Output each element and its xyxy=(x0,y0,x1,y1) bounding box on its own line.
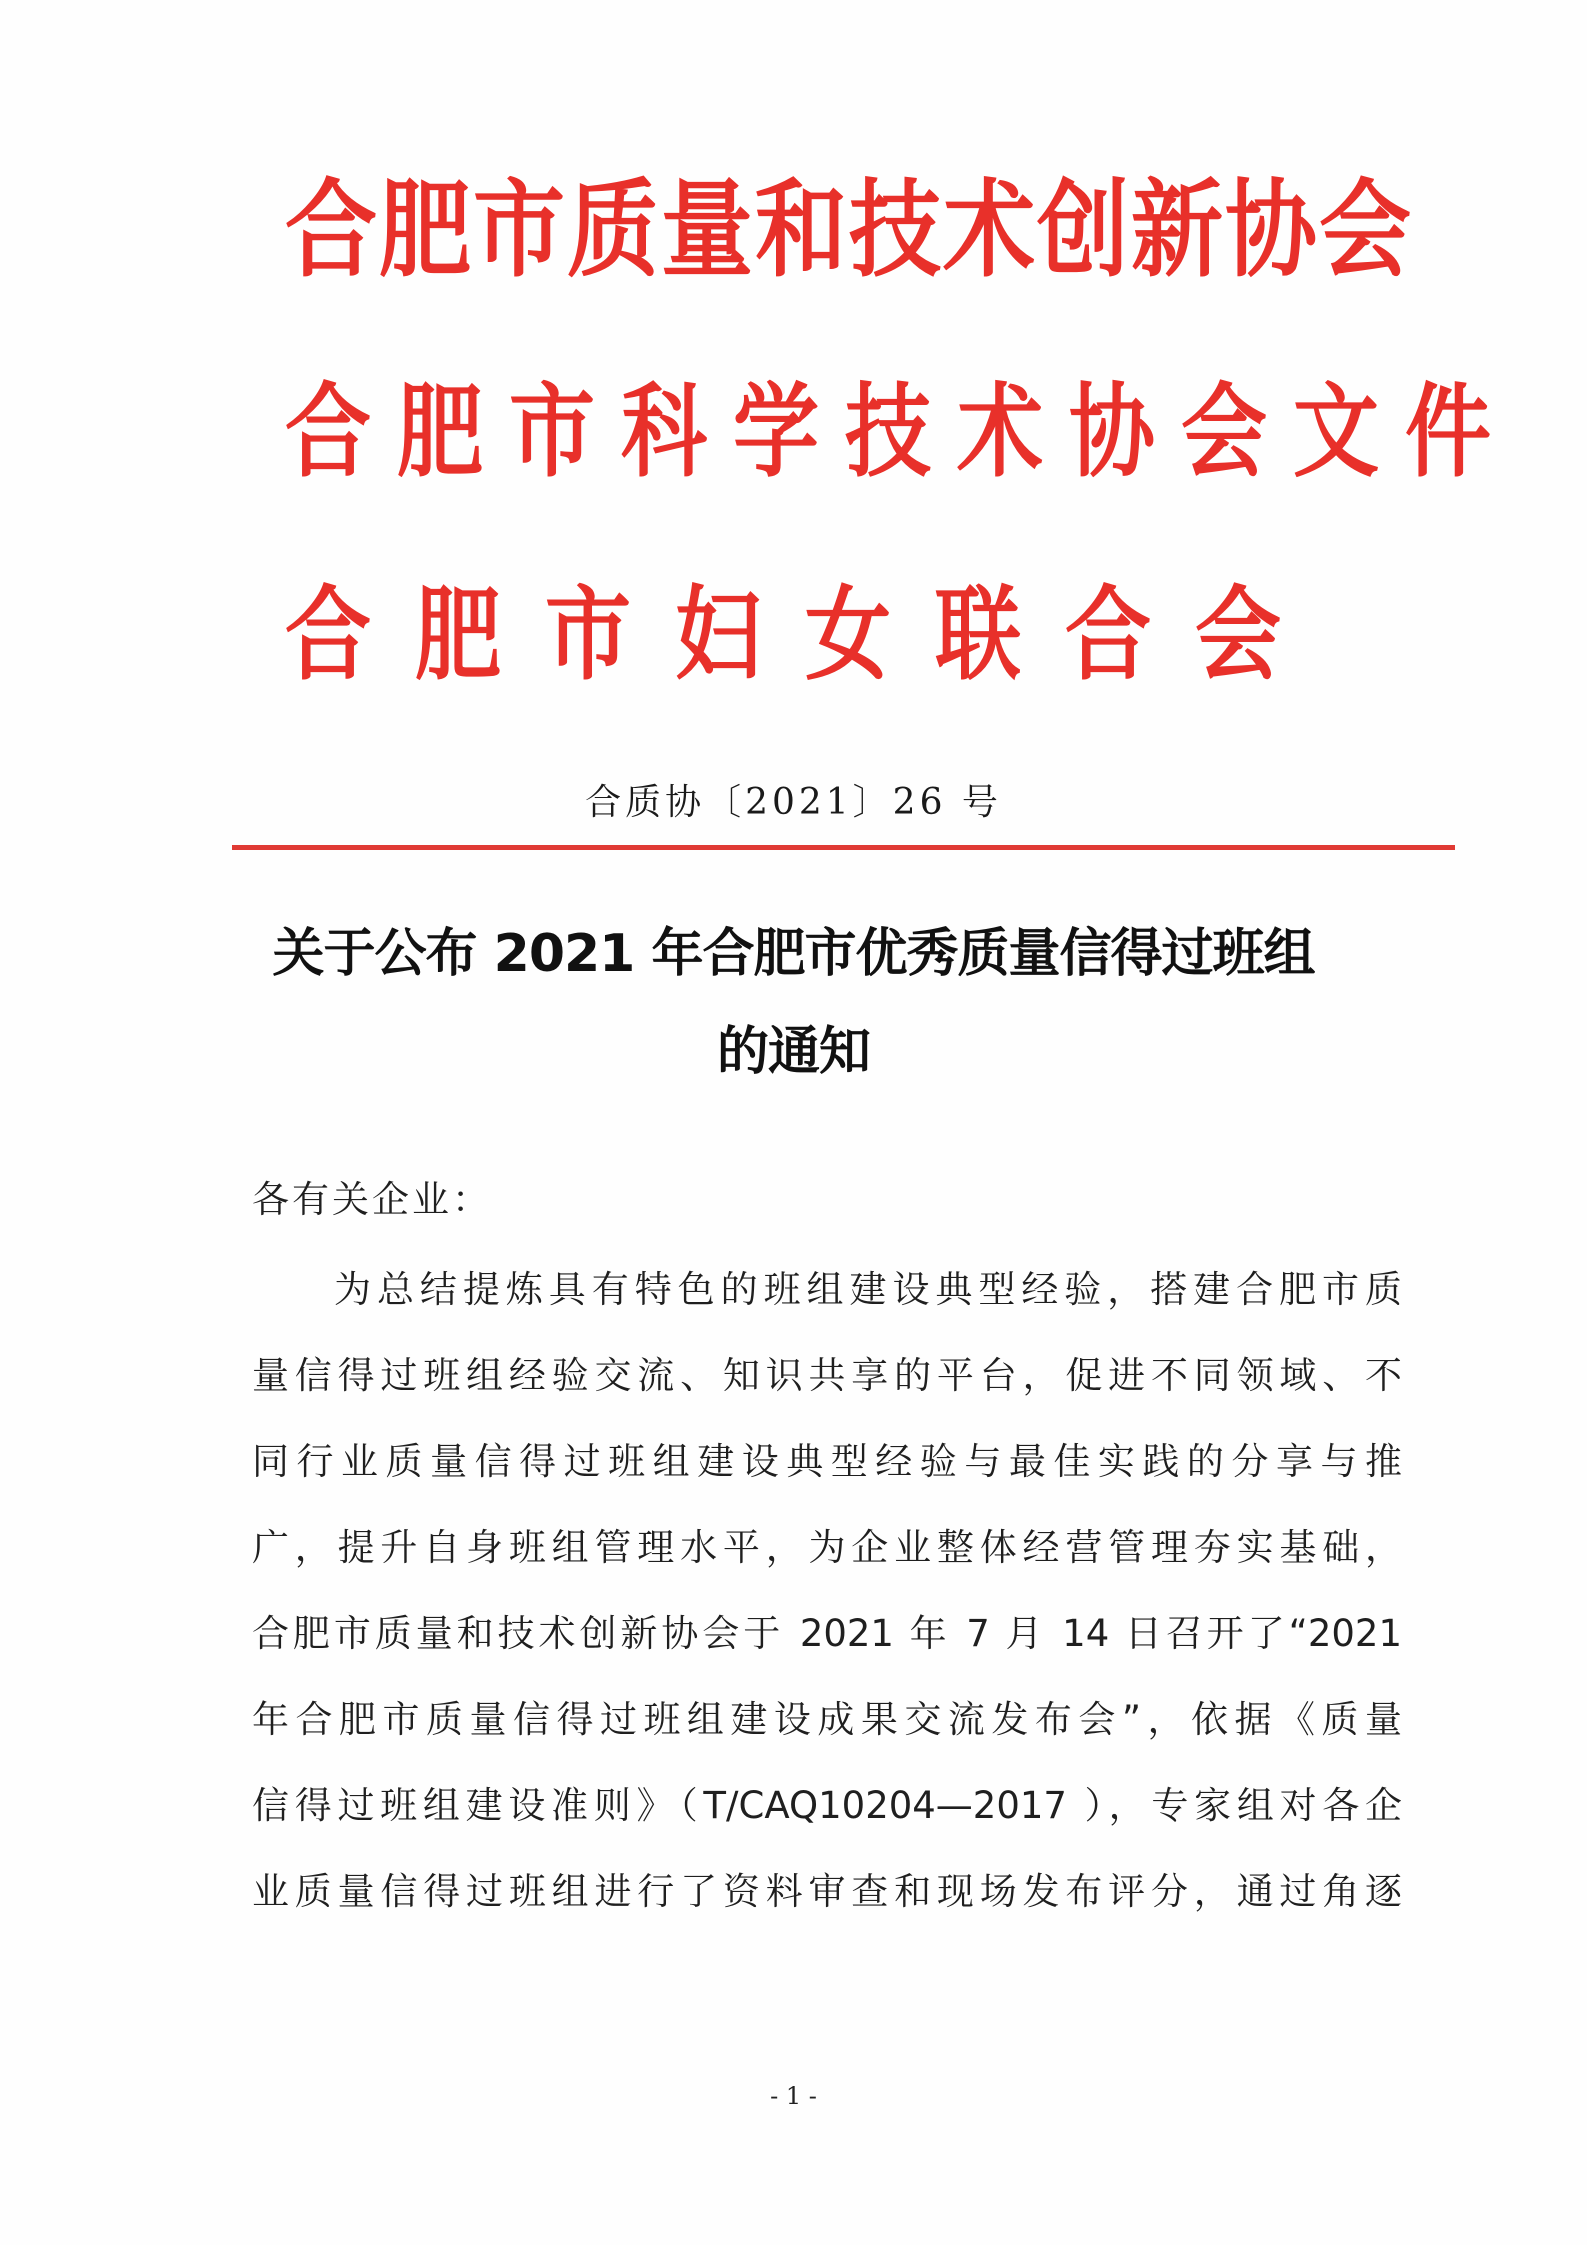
masthead-line-2: 合肥市科学技术协会文件 xyxy=(285,373,1517,492)
document-body xyxy=(252,1170,1402,1948)
document-number: 合质协〔2021〕26 号 xyxy=(585,782,1002,823)
paragraph-line: 同行业质量信得过班组建设典型经验与最佳实践的分享与推 xyxy=(252,1440,1402,1483)
paragraph-line: 年合肥市质量信得过班组建设成果交流发布会”，依据《质量 xyxy=(252,1698,1402,1741)
page-number: - 1 - xyxy=(770,2082,817,2110)
document-title-line-2: 的通知 xyxy=(716,1022,870,1082)
paragraph-line: 为总结提炼具有特色的班组建设典型经验，搭建合肥市质 xyxy=(334,1268,1402,1311)
paragraph-line: 信得过班组建设准则》（T/CAQ10204—2017 ），专家组对各企 xyxy=(252,1784,1402,1827)
masthead-line-1: 合肥市质量和技术创新协会 xyxy=(285,168,1414,292)
salutation: 各有关企业： xyxy=(252,1178,492,1221)
paragraph-line: 合肥市质量和技术创新协会于 2021 年 7 月 14 日召开了“2021 xyxy=(252,1612,1402,1655)
paragraph-line: 业质量信得过班组进行了资料审查和现场发布评分，通过角逐 xyxy=(252,1870,1402,1913)
paragraph-line: 广，提升自身班组管理水平，为企业整体经营管理夯实基础， xyxy=(252,1526,1402,1569)
paragraph-line: 量信得过班组经验交流、知识共享的平台，促进不同领域、不 xyxy=(252,1354,1402,1397)
document-title-line-1: 关于公布 2021 年合肥市优秀质量信得过班组 xyxy=(272,924,1315,984)
masthead-line-3: 合肥市妇女联合会 xyxy=(285,576,1325,695)
red-divider-rule xyxy=(232,845,1455,850)
